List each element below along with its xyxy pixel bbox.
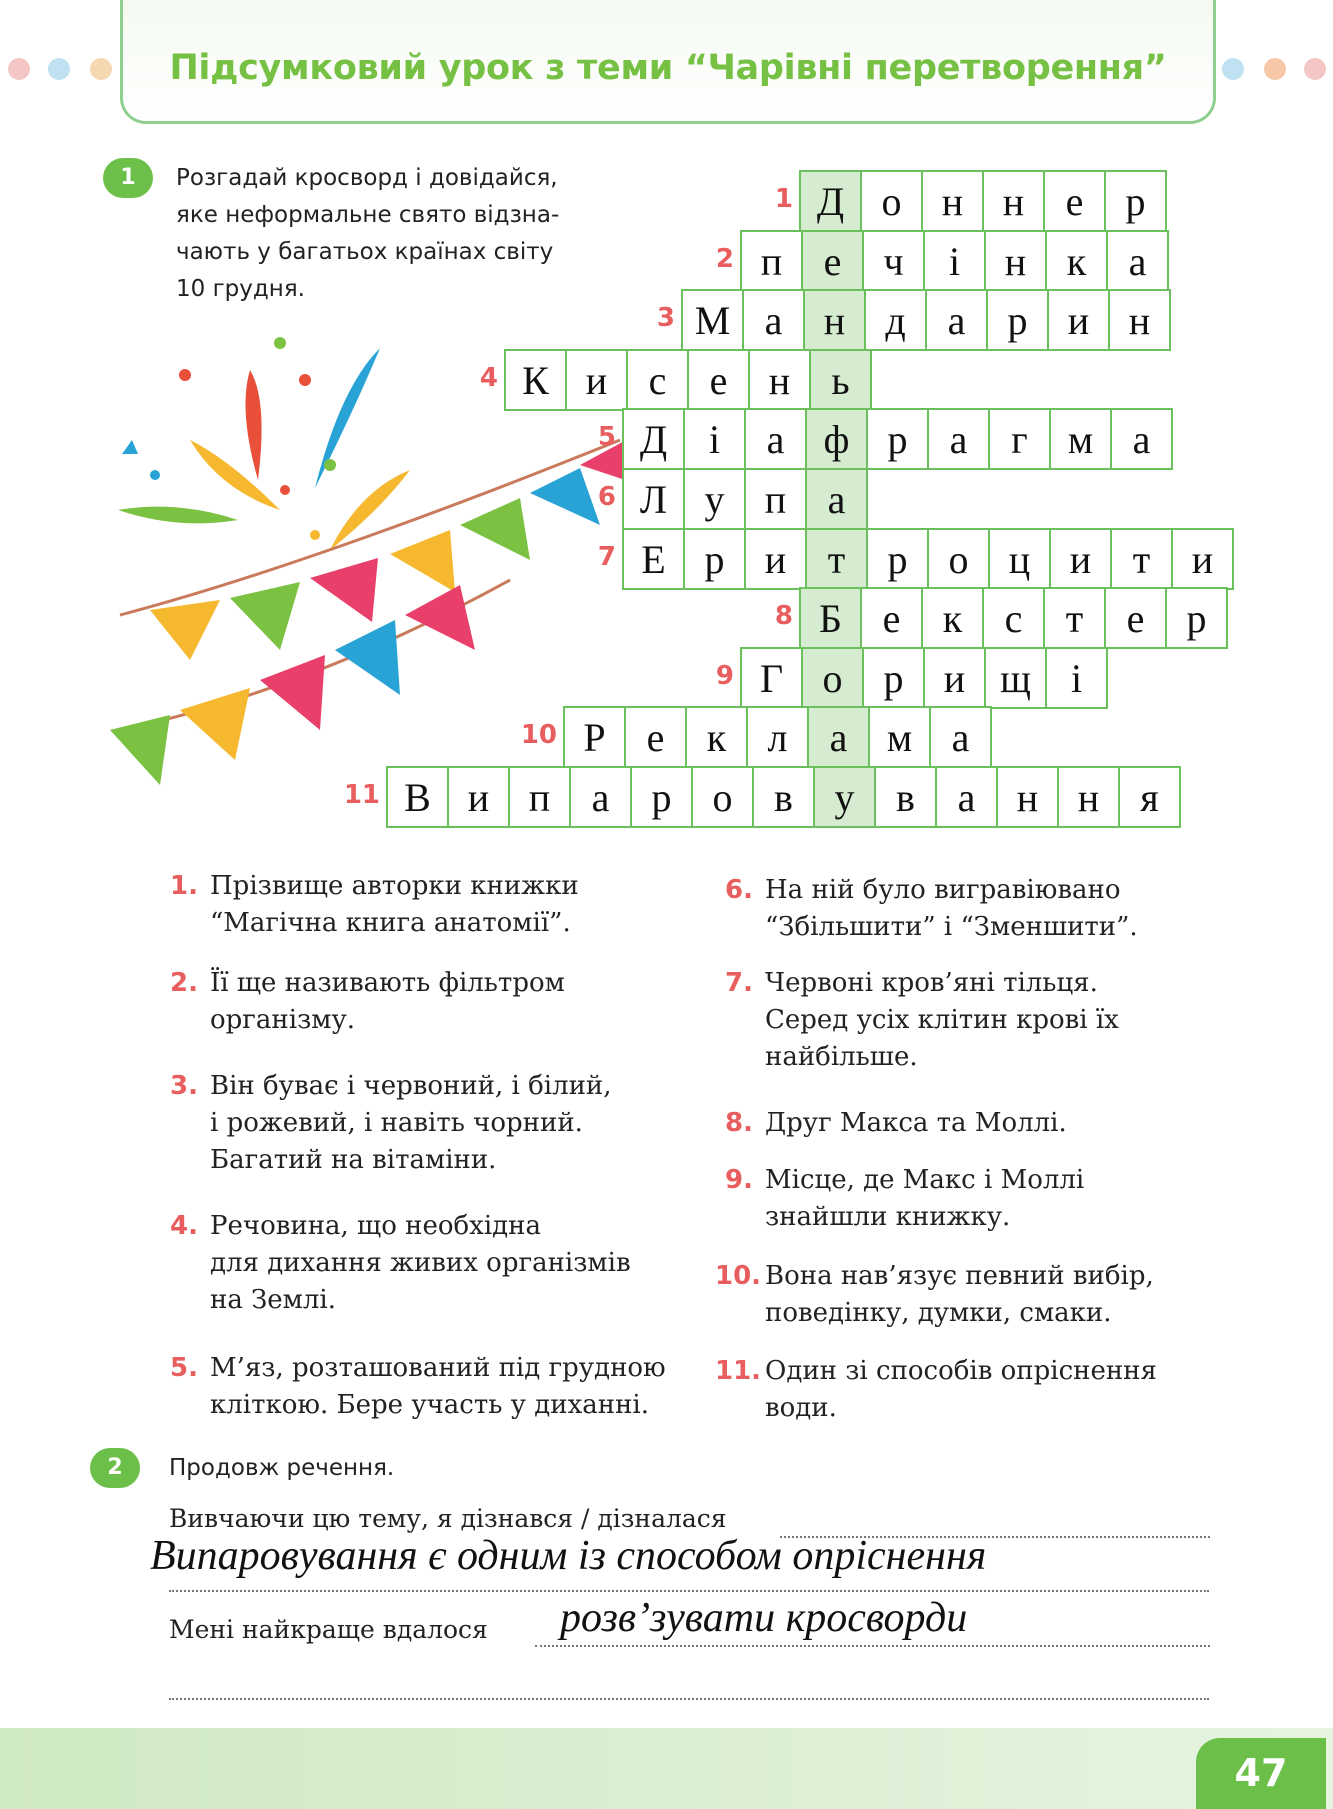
- crossword-cell[interactable]: н: [984, 230, 1047, 292]
- crossword-cell[interactable]: и: [1047, 289, 1110, 351]
- crossword-cell[interactable]: м: [868, 706, 931, 768]
- crossword-cell[interactable]: а: [1106, 230, 1169, 292]
- page-title: Підсумковий урок з теми “Чарівні перетворення”: [169, 48, 1167, 88]
- clue-item: [160, 1350, 666, 1424]
- sentence2-answer[interactable]: розв’зувати кросворди: [560, 1595, 968, 1641]
- crossword-row-number: 10: [520, 720, 557, 751]
- crossword-cell[interactable]: а: [929, 706, 992, 768]
- crossword-cell[interactable]: в: [874, 766, 937, 828]
- crossword-row: [565, 706, 992, 766]
- crossword-cell[interactable]: п: [744, 468, 807, 530]
- crossword-cell[interactable]: и: [1049, 528, 1112, 590]
- clue-item: [715, 1162, 1084, 1236]
- crossword-cell[interactable]: е: [1104, 587, 1167, 649]
- decor-dot: [1304, 58, 1326, 80]
- clue-text: Прізвище авторки книжки “Магічна книга анатомії”.: [210, 871, 579, 938]
- clue-item: [160, 965, 565, 1039]
- crossword-cell[interactable]: д: [864, 289, 927, 351]
- crossword-cell[interactable]: Л: [622, 468, 685, 530]
- sentence1-line-b: [169, 1590, 1209, 1592]
- clue-number: 4.: [170, 1211, 198, 1241]
- clue-item: [715, 1353, 1157, 1427]
- crossword-cell[interactable]: а: [1110, 408, 1173, 470]
- crossword-row: [388, 766, 1181, 826]
- crossword-row-number: 3: [656, 303, 675, 334]
- crossword-row: [624, 528, 1234, 588]
- crossword-key-cell[interactable]: у: [813, 766, 876, 828]
- crossword-cell[interactable]: г: [988, 408, 1051, 470]
- crossword-key-cell[interactable]: т: [805, 528, 868, 590]
- crossword-cell[interactable]: Д: [622, 408, 685, 470]
- crossword-cell[interactable]: л: [746, 706, 809, 768]
- sentence1-answer[interactable]: Випаровування є одним із способом опріснення: [150, 1533, 987, 1579]
- crossword-cell[interactable]: р: [862, 647, 925, 709]
- crossword-cell[interactable]: т: [1110, 528, 1173, 590]
- crossword-key-cell[interactable]: о: [801, 647, 864, 709]
- crossword-cell[interactable]: е: [687, 349, 750, 411]
- clue-item: [715, 965, 1119, 1076]
- crossword-cell[interactable]: н: [748, 349, 811, 411]
- crossword-cell[interactable]: і: [1045, 647, 1108, 709]
- clue-text: На ній було вигравіювано “Збільшити” і “Зменшити”.: [765, 875, 1138, 942]
- crossword-cell[interactable]: р: [1104, 170, 1167, 232]
- crossword-cell[interactable]: В: [386, 766, 449, 828]
- crossword-cell[interactable]: я: [1118, 766, 1181, 828]
- crossword-row-number: 2: [715, 243, 734, 274]
- clue-number: 1.: [170, 871, 198, 901]
- crossword-row: [624, 408, 1173, 468]
- clue-item: [715, 872, 1138, 946]
- clue-number: 9.: [725, 1165, 753, 1195]
- clue-item: [160, 1208, 631, 1319]
- crossword-row: [683, 289, 1171, 349]
- clue-number: 8.: [725, 1108, 753, 1138]
- crossword-cell[interactable]: и: [923, 647, 986, 709]
- crossword-cell[interactable]: к: [1045, 230, 1108, 292]
- crossword-row-number: 9: [715, 660, 734, 691]
- crossword-cell[interactable]: в: [752, 766, 815, 828]
- crossword-cell[interactable]: р: [866, 408, 929, 470]
- clue-number: 10.: [715, 1261, 762, 1291]
- crossword-key-cell[interactable]: а: [807, 706, 870, 768]
- crossword-cell[interactable]: м: [1049, 408, 1112, 470]
- clue-number: 11.: [715, 1356, 762, 1386]
- crossword-cell[interactable]: е: [860, 587, 923, 649]
- page-number: 47: [1196, 1738, 1326, 1809]
- clue-number: 3.: [170, 1071, 198, 1101]
- crossword-cell[interactable]: а: [935, 766, 998, 828]
- crossword-cell[interactable]: і: [683, 408, 746, 470]
- clue-number: 7.: [725, 968, 753, 998]
- crossword-cell[interactable]: о: [927, 528, 990, 590]
- sentence2-line-a: [535, 1645, 1210, 1647]
- crossword-row: [742, 647, 1108, 707]
- clue-number: 5.: [170, 1353, 198, 1383]
- crossword-row: [801, 587, 1228, 647]
- crossword-row-number: 7: [597, 541, 616, 572]
- clue-number: 6.: [725, 875, 753, 905]
- crossword-row-number: 1: [774, 184, 793, 214]
- crossword-cell[interactable]: К: [504, 349, 567, 411]
- crossword-row: [742, 230, 1169, 290]
- sentence1-label: Вивчаючи цю тему, я дізнався / дізналася: [169, 1504, 727, 1533]
- crossword-row-number: 8: [774, 601, 793, 632]
- crossword-cell[interactable]: щ: [984, 647, 1047, 709]
- crossword-cell[interactable]: о: [860, 170, 923, 232]
- crossword-cell[interactable]: а: [744, 408, 807, 470]
- crossword-cell[interactable]: н: [996, 766, 1059, 828]
- crossword-cell[interactable]: н: [1108, 289, 1171, 351]
- crossword-cell[interactable]: М: [681, 289, 744, 351]
- crossword-cell[interactable]: р: [683, 528, 746, 590]
- crossword-cell[interactable]: і: [923, 230, 986, 292]
- crossword-cell[interactable]: н: [1057, 766, 1120, 828]
- clue-text: Речовина, що необхідна для дихання живих організмів на Землі.: [210, 1211, 631, 1315]
- crossword-cell[interactable]: у: [683, 468, 746, 530]
- crossword-cell[interactable]: р: [1165, 587, 1228, 649]
- clue-text: Один зі способів опріснення води.: [765, 1356, 1157, 1423]
- clue-text: Її ще називають фільтром організму.: [210, 968, 565, 1035]
- task1-instruction: Розгадай кросворд і довідайся, яке неформальне свято відзна- чають у багатьох країнах світу 10 грудня.: [176, 165, 560, 302]
- clue-item: [160, 868, 579, 942]
- crossword-cell[interactable]: Р: [563, 706, 626, 768]
- clue-text: Червоні кров’яні тільця. Серед усіх клітин крові їх найбільше.: [765, 968, 1119, 1072]
- crossword-cell[interactable]: и: [565, 349, 628, 411]
- clue-text: Місце, де Макс і Моллі знайшли книжку.: [765, 1165, 1085, 1232]
- crossword-key-cell[interactable]: ь: [809, 349, 872, 411]
- crossword-cell[interactable]: и: [744, 528, 807, 590]
- crossword-cell[interactable]: н: [982, 170, 1045, 232]
- crossword-cell[interactable]: о: [691, 766, 754, 828]
- crossword-row-number: 6: [597, 482, 616, 512]
- crossword-row-number: 4: [479, 362, 498, 393]
- sentence2-line-b: [169, 1698, 1209, 1700]
- clue-item: [715, 1105, 1067, 1142]
- crossword-cell[interactable]: с: [626, 349, 689, 411]
- crossword-cell[interactable]: к: [921, 587, 984, 649]
- crossword-key-cell[interactable]: Б: [799, 587, 862, 649]
- sentence2-label: Мені найкраще вдалося: [169, 1615, 488, 1644]
- crossword-cell[interactable]: а: [927, 408, 990, 470]
- task1-badge: 1: [103, 158, 153, 198]
- decor-dot: [1264, 58, 1286, 80]
- crossword-row: [506, 349, 872, 409]
- crossword-row: [801, 170, 1167, 230]
- crossword-cell[interactable]: ч: [862, 230, 925, 292]
- crossword-cell[interactable]: п: [508, 766, 571, 828]
- crossword-cell[interactable]: р: [866, 528, 929, 590]
- clue-text: Він буває і червоний, і білий, і рожевий, і навіть чорний. Багатий на вітаміни.: [210, 1071, 612, 1175]
- crossword-cell[interactable]: а: [569, 766, 632, 828]
- crossword-cell[interactable]: е: [1043, 170, 1106, 232]
- decor-dot: [90, 58, 112, 80]
- crossword-row-number: 5: [597, 422, 616, 453]
- decor-dot: [48, 58, 70, 80]
- crossword-cell[interactable]: а: [742, 289, 805, 351]
- crossword-cell[interactable]: н: [921, 170, 984, 232]
- task2-instruction: Продовж речення.: [169, 1455, 395, 1481]
- crossword-cell[interactable]: а: [925, 289, 988, 351]
- crossword-cell[interactable]: и: [1171, 528, 1234, 590]
- crossword-key-cell[interactable]: е: [801, 230, 864, 292]
- task2-badge: 2: [90, 1448, 140, 1488]
- clue-text: М’яз, розташований під грудною кліткою. Бере участь у диханні.: [210, 1353, 666, 1420]
- crossword-cell[interactable]: е: [624, 706, 687, 768]
- crossword-row-number: 11: [343, 780, 380, 810]
- crossword-cell[interactable]: р: [630, 766, 693, 828]
- crossword-key-cell[interactable]: а: [805, 468, 868, 530]
- crossword-row: [624, 468, 868, 528]
- crossword-key-cell[interactable]: н: [803, 289, 866, 351]
- crossword-cell[interactable]: к: [685, 706, 748, 768]
- clue-text: Вона нав’язує певний вибір, поведінку, думки, смаки.: [765, 1261, 1154, 1328]
- crossword-cell[interactable]: т: [1043, 587, 1106, 649]
- crossword-cell[interactable]: р: [986, 289, 1049, 351]
- clue-item: [160, 1068, 612, 1179]
- crossword-cell[interactable]: Е: [622, 528, 685, 590]
- clue-text: Друг Макса та Моллі.: [765, 1108, 1067, 1138]
- crossword-cell[interactable]: Г: [740, 647, 803, 709]
- crossword-cell[interactable]: и: [447, 766, 510, 828]
- crossword-cell[interactable]: ц: [988, 528, 1051, 590]
- crossword-key-cell[interactable]: ф: [805, 408, 868, 470]
- crossword-cell[interactable]: п: [740, 230, 803, 292]
- crossword-cell[interactable]: с: [982, 587, 1045, 649]
- decor-dot: [8, 58, 30, 80]
- footer-bar: [0, 1728, 1333, 1809]
- decor-dot: [1222, 58, 1244, 80]
- clue-number: 2.: [170, 968, 198, 998]
- crossword-key-cell[interactable]: Д: [799, 170, 862, 232]
- clue-item: [715, 1258, 1154, 1332]
